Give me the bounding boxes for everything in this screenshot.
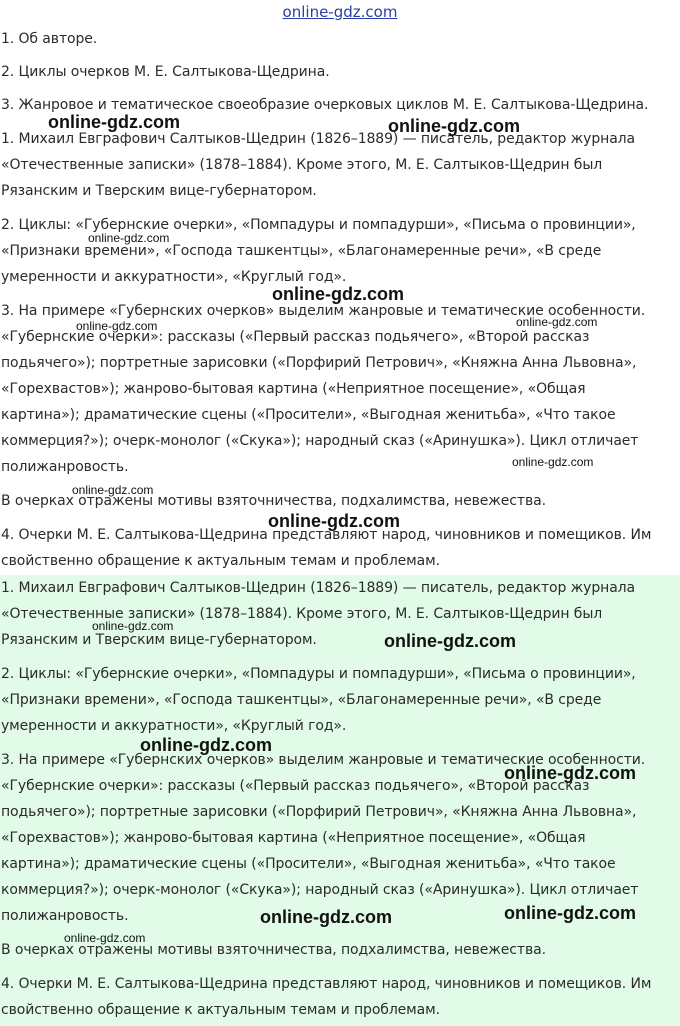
- line: полижанровость.: [1, 908, 129, 924]
- line: 1. Михаил Евграфович Салтыков-Щедрин (1826–1889) — писатель, редактор журнала: [1, 580, 635, 596]
- line: 2. Циклы: «Губернские очерки», «Помпадуры и помпадурши», «Письма о провинции»,: [1, 217, 636, 233]
- answer-paragraph-2: [0, 212, 680, 290]
- answer-paragraph-4: [0, 971, 680, 1023]
- line: свойственно обращение к актуальным темам и проблемам.: [1, 1002, 440, 1018]
- question-2: 2. Циклы очерков М. Е. Салтыкова-Щедрина.: [1, 64, 330, 80]
- line: коммерция?»); очерк-монолог («Скука»); народный сказ («Аринушка»). Цикл отличает: [1, 882, 639, 898]
- line: В очерках отражены мотивы взяточничества, подхалимства, невежества.: [1, 493, 546, 509]
- line: 4. Очерки М. Е. Салтыкова-Щедрина представляют народ, чиновников и помещиков. Им: [1, 976, 652, 992]
- line: картина»); драматические сцены («Просители», «Выгодная женитьба», «Что такое: [1, 856, 616, 872]
- line: «Отечественные записки» (1878–1884). Кроме этого, М. Е. Салтыков-Щедрин был: [1, 157, 603, 173]
- line: 4. Очерки М. Е. Салтыкова-Щедрина представляют народ, чиновников и помещиков. Им: [1, 527, 652, 543]
- line: «Горехвастов»); жанрово-бытовая картина («Неприятное посещение», «Общая: [1, 381, 586, 397]
- line: картина»); драматические сцены («Просители», «Выгодная женитьба», «Что такое: [1, 407, 616, 423]
- line: Рязанским и Тверским вице-губернатором.: [1, 183, 317, 199]
- line: «Губернские очерки»: рассказы («Первый рассказ подьячего», «Второй рассказ: [1, 778, 590, 794]
- line: «Отечественные записки» (1878–1884). Кроме этого, М. Е. Салтыков-Щедрин был: [1, 606, 603, 622]
- watermark: online-gdz.com: [384, 631, 516, 651]
- line: «Губернские очерки»: рассказы («Первый рассказ подьячего», «Второй рассказ: [1, 329, 590, 345]
- watermark: online-gdz.com: [504, 903, 636, 923]
- line: умеренности и аккуратности», «Круглый год».: [1, 718, 347, 734]
- watermark: online-gdz.com: [76, 319, 158, 333]
- line: полижанровость.: [1, 459, 129, 475]
- watermark: online-gdz.com: [72, 483, 154, 497]
- line: 3. На примере «Губернских очерков» выделим жанровые и тематические особенности.: [1, 752, 646, 768]
- line: коммерция?»); очерк-монолог («Скука»); народный сказ («Аринушка»). Цикл отличает: [1, 433, 639, 449]
- line: свойственно обращение к актуальным темам и проблемам.: [1, 553, 440, 569]
- question-1: 1. Об авторе.: [1, 31, 98, 47]
- line: 1. Михаил Евграфович Салтыков-Щедрин (1826–1889) — писатель, редактор журнала: [1, 131, 635, 147]
- line: В очерках отражены мотивы взяточничества, подхалимства, невежества.: [1, 942, 546, 958]
- watermark: online-gdz.com: [504, 763, 636, 783]
- line: подьячего»); портретные зарисовки («Порфирий Петрович», «Княжна Анна Львовна»,: [1, 355, 637, 371]
- watermark: online-gdz.com: [92, 619, 174, 633]
- watermark: online-gdz.com: [272, 284, 404, 304]
- watermark: online-gdz.com: [388, 116, 520, 136]
- watermark: online-gdz.com: [260, 907, 392, 927]
- watermark: online-gdz.com: [268, 511, 400, 531]
- line: умеренности и аккуратности», «Круглый год».: [1, 269, 347, 285]
- line: «Горехвастов»); жанрово-бытовая картина («Неприятное посещение», «Общая: [1, 830, 586, 846]
- question-3: 3. Жанровое и тематическое своеобразие очерковых циклов М. Е. Салтыкова-Щедрина.: [1, 97, 649, 113]
- answer-paragraph-1: [0, 126, 680, 204]
- line: Рязанским и Тверским вице-губернатором.: [1, 632, 317, 648]
- watermark: online-gdz.com: [48, 112, 180, 132]
- line: «Признаки времени», «Господа ташкентцы», «Благонамеренные речи», «В среде: [1, 243, 602, 259]
- line: 3. На примере «Губернских очерков» выделим жанровые и тематические особенности.: [1, 303, 646, 319]
- line: 2. Циклы: «Губернские очерки», «Помпадуры и помпадурши», «Письма о провинции»,: [1, 666, 636, 682]
- watermark: online-gdz.com: [140, 735, 272, 755]
- watermark: online-gdz.com: [512, 455, 594, 469]
- line: «Признаки времени», «Господа ташкентцы», «Благонамеренные речи», «В среде: [1, 692, 602, 708]
- answer-paragraph-1: [0, 575, 680, 653]
- answer-block-highlighted: [0, 575, 680, 1026]
- watermark: online-gdz.com: [516, 315, 598, 329]
- answer-paragraph-2: [0, 661, 680, 739]
- watermark: online-gdz.com: [88, 231, 170, 245]
- site-header-link[interactable]: online-gdz.com: [282, 3, 398, 21]
- line: подьячего»); портретные зарисовки («Порфирий Петрович», «Княжна Анна Львовна»,: [1, 804, 637, 820]
- watermark: online-gdz.com: [64, 931, 146, 945]
- questions-block: [0, 26, 680, 125]
